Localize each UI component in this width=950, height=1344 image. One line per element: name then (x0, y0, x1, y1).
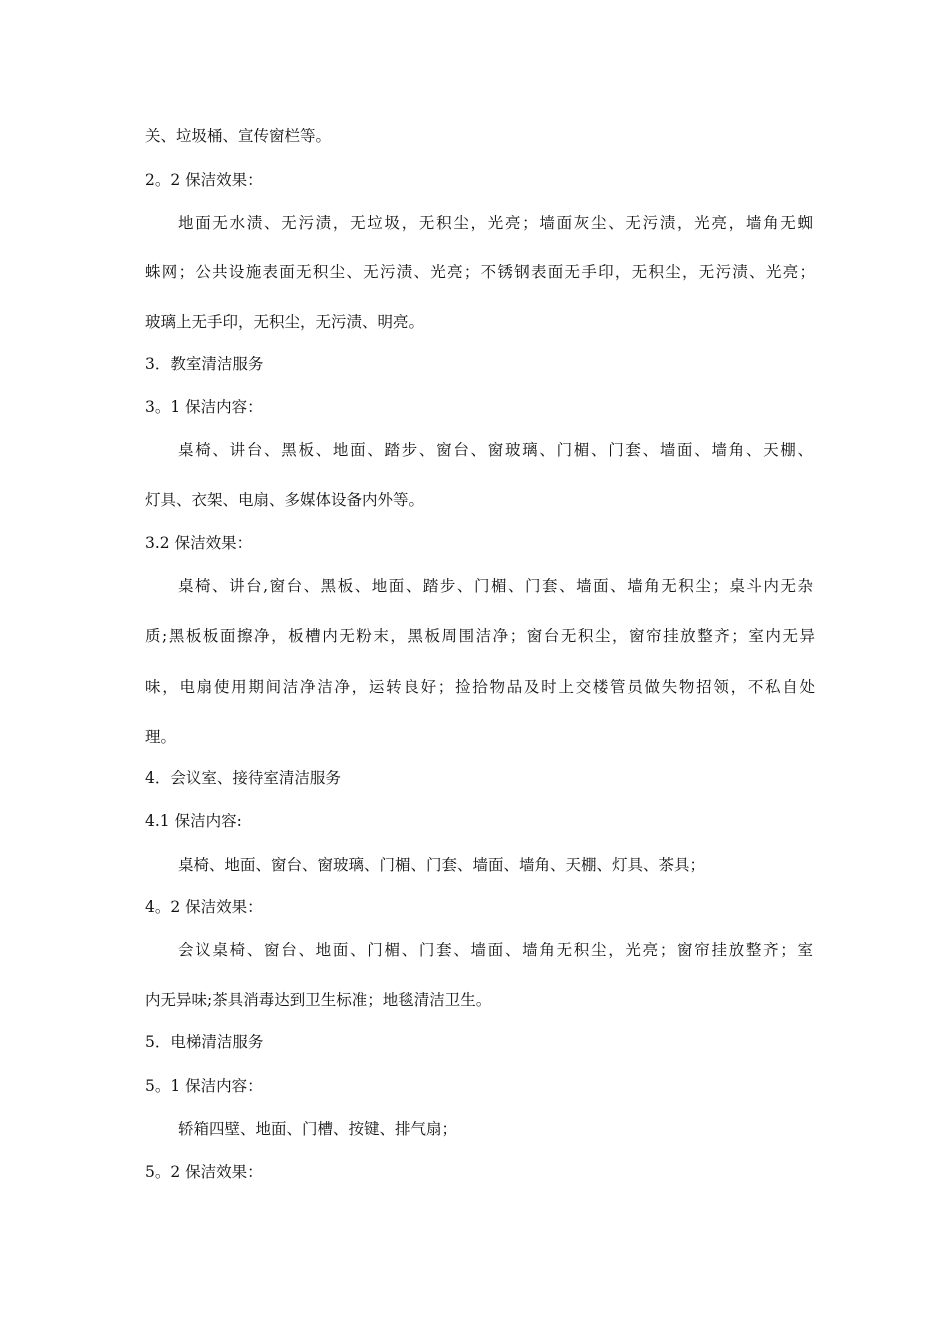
paragraph-line: 轿箱四壁、地面、门槽、按键、排气扇； (178, 1120, 458, 1138)
section-heading: 5。1 保洁内容： (145, 1077, 263, 1095)
section-heading: 5．电梯清洁服务 (145, 1033, 264, 1051)
paragraph-line: 内无异味;茶具消毒达到卫生标准；地毯清洁卫生。 (145, 991, 492, 1009)
paragraph-line: 桌椅、讲台,窗台、黑板、地面、踏步、门楣、门套、墙面、墙角无积尘；桌斗内无杂 (178, 577, 813, 595)
paragraph-line: 会议桌椅、窗台、地面、门楣、门套、墙面、墙角无积尘，光亮；窗帘挂放整齐；室 (178, 941, 813, 959)
section-heading: 4。2 保洁效果： (145, 898, 263, 916)
paragraph-line: 地面无水渍、无污渍，无垃圾，无积尘，光亮；墙面灰尘、无污渍，光亮，墙角无蜘 (178, 214, 813, 232)
paragraph-line: 质;黑板板面擦净，板槽内无粉末，黑板周围洁净；窗台无积尘，窗帘挂放整齐；室内无异 (145, 627, 815, 645)
paragraph-line: 味，电扇使用期间洁净洁净，运转良好；捡拾物品及时上交楼管员做失物招领，不私自处 (145, 678, 815, 696)
paragraph-line: 灯具、衣架、电扇、多媒体设备内外等。 (145, 491, 425, 509)
paragraph-line: 理。 (145, 728, 177, 746)
section-heading: 4.1 保洁内容: (145, 812, 242, 830)
section-heading: 2。2 保洁效果： (145, 171, 263, 189)
paragraph-line: 玻璃上无手印，无积尘，无污渍、明亮。 (145, 313, 425, 331)
section-heading: 3。1 保洁内容： (145, 398, 263, 416)
section-heading: 5。2 保洁效果： (145, 1163, 263, 1181)
section-heading: 3．教室清洁服务 (145, 355, 264, 373)
section-heading: 4．会议室、接待室清洁服务 (145, 769, 341, 787)
text-line: 关、垃圾桶、宣传窗栏等。 (145, 127, 332, 145)
paragraph-line: 蛛网；公共设施表面无积尘、无污渍、光亮；不锈钢表面无手印，无积尘，无污渍、光亮； (145, 263, 815, 281)
paragraph-line: 桌椅、地面、窗台、窗玻璃、门楣、门套、墙面、墙角、天棚、灯具、茶具； (178, 856, 706, 874)
paragraph-line: 桌椅、讲台、黑板、地面、踏步、窗台、窗玻璃、门楣、门套、墙面、墙角、天棚、 (178, 441, 813, 459)
section-heading: 3.2 保洁效果： (145, 534, 253, 552)
